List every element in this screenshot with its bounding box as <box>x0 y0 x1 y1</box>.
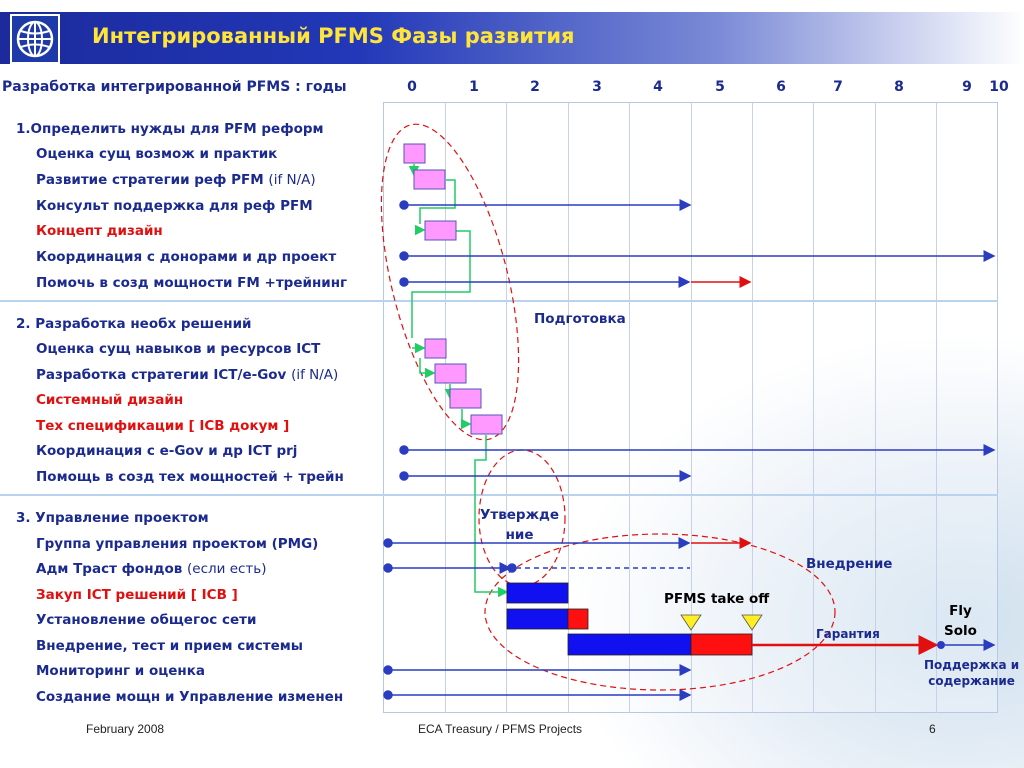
task-label: Адм Траст фондов (если есть) <box>36 561 267 577</box>
task-box <box>425 339 446 358</box>
approval-label: Утвержде ние <box>480 507 560 543</box>
section-heading: 3. Управление проектом <box>16 510 209 526</box>
task-label: Концепт дизайн <box>36 223 163 239</box>
network-bar <box>507 609 568 629</box>
task-label: Установление общегос сети <box>36 612 257 628</box>
task-box <box>435 364 466 383</box>
task-label: Консульт поддержка для реф PFM <box>36 198 313 214</box>
task-box <box>425 221 456 240</box>
year-label: 3 <box>592 79 602 95</box>
takeoff-marker-icon <box>742 615 762 630</box>
footer-center: ECA Treasury / PFMS Projects <box>418 722 583 736</box>
task-box <box>404 144 425 163</box>
implementation-bar-extension <box>691 634 752 655</box>
year-label: 6 <box>776 79 786 95</box>
task-label: Внедрение, тест и прием системы <box>36 638 303 654</box>
task-label: Группа управления проектом (PMG) <box>36 536 319 552</box>
task-label: Системный дизайн <box>36 392 184 408</box>
task-label: Координация с донорами и др проект <box>36 249 337 265</box>
pfms-takeoff-label: PFMS take off <box>664 591 770 607</box>
year-label: 5 <box>715 79 725 95</box>
support-label: Поддержка и содержание <box>924 658 1020 688</box>
task-label: Создание мощн и Управление изменен <box>36 689 344 705</box>
section-heading: 2. Разработка необх решений <box>16 316 252 332</box>
year-label: 7 <box>833 79 843 95</box>
fly-solo-marker <box>937 641 945 649</box>
year-label: 2 <box>530 79 540 95</box>
implementation-label: Внедрение <box>806 556 893 572</box>
task-label: Оценка сущ возмож и практик <box>36 146 278 162</box>
page-number: 6 <box>929 722 936 736</box>
fly-solo-label: Fly Solo <box>944 603 977 639</box>
page-title: Интегрированный PFMS Фазы развития <box>92 24 575 48</box>
task-label: Помощь в созд тех мощностей + трейн <box>36 469 344 485</box>
task-label: Координация с e-Gov и др ICT prj <box>36 443 298 459</box>
task-label: Помочь в созд мощности FM +трейнинг <box>36 275 348 291</box>
procurement-bar <box>507 583 568 603</box>
year-label: 4 <box>653 79 663 95</box>
warranty-label: Гарантия <box>816 627 880 641</box>
task-label: Мониторинг и оценка <box>36 663 205 679</box>
year-label: 8 <box>894 79 904 95</box>
footer-date: February 2008 <box>86 722 165 736</box>
section-heading: 1.Определить нужды для PFM реформ <box>16 121 324 137</box>
task-label: Разработка стратегии ICT/e-Gov (if N/A) <box>36 367 339 383</box>
task-box <box>471 415 502 434</box>
task-box <box>450 389 481 408</box>
implementation-bar <box>568 634 691 655</box>
year-label: 10 <box>989 79 1009 95</box>
year-label: 1 <box>469 79 479 95</box>
red-extension-arrows <box>691 282 750 543</box>
preparation-label: Подготовка <box>534 311 626 327</box>
takeoff-marker-icon <box>681 615 701 630</box>
years-header-label: Разработка интегрированной PFMS : годы <box>2 79 347 95</box>
task-label: Развитие стратегии реф PFM (if N/A) <box>36 172 316 188</box>
year-label: 9 <box>962 79 972 95</box>
network-bar-extension <box>568 609 588 629</box>
task-label: Тех спецификации [ ICB докум ] <box>36 418 290 434</box>
task-label: Оценка сущ навыков и ресурсов ICT <box>36 341 321 357</box>
task-box <box>414 170 445 189</box>
task-label: Закуп ICT решений [ ICB ] <box>36 587 238 603</box>
year-label: 0 <box>407 79 417 95</box>
